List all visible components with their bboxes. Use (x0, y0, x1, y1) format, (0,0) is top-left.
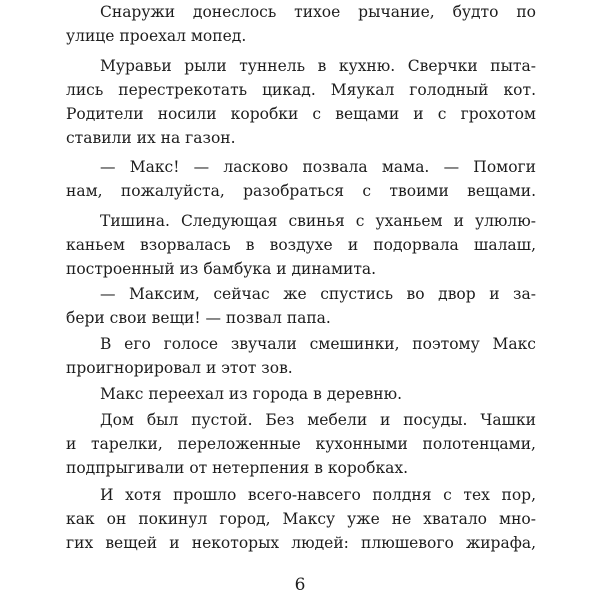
text-line: бери свои вещи! — позвал папа. (66, 309, 331, 327)
text-line: нам, пожалуйста, разобраться с твоими вещами. (66, 182, 536, 200)
text-line: Муравьи рыли туннель в кухню. Сверчки пыта- (100, 57, 536, 75)
text-line: — Максим, сейчас же спустись во двор и за- (100, 285, 536, 303)
text-line: Дом был пустой. Без мебели и посуды. Чашки (100, 411, 536, 429)
text-line: И хотя прошло всего-навсего полдня с тех пор, (100, 486, 536, 504)
text-line: — Макс! — ласково позвала мама. — Помоги (100, 158, 536, 176)
text-line: Тишина. Следующая свинья с уханьем и улюлю- (100, 212, 536, 230)
page-number: 6 (294, 575, 306, 595)
text-line: гих вещей и некоторых людей: плюшевого жирафа, (66, 534, 536, 552)
text-line: подпрыгивали от нетерпения в коробках. (66, 459, 409, 477)
text-line: проигнорировал и этот зов. (66, 359, 293, 377)
text-line: лись перестрекотать цикад. Мяукал голодный кот. (66, 81, 536, 99)
text-line: улице проехал мопед. (66, 27, 247, 45)
text-line: каньем взорвалась в воздухе и подорвала шалаш, (66, 236, 536, 254)
text-line: Снаружи донеслось тихое рычание, будто по (100, 3, 536, 21)
text-line: ставили их на газон. (66, 129, 236, 147)
text-line: В его голосе звучали смешинки, поэтому Макс (100, 335, 536, 353)
text-line: и тарелки, переложенные кухонными полотенцами, (66, 435, 536, 453)
text-line: построенный из бамбука и динамита. (66, 260, 377, 278)
text-line: как он покинул город, Максу уже не хватало мно- (66, 510, 536, 528)
text-line: Макс переехал из города в деревню. (100, 385, 403, 403)
text-line: Родители носили коробки с вещами и с грохотом (66, 105, 536, 123)
